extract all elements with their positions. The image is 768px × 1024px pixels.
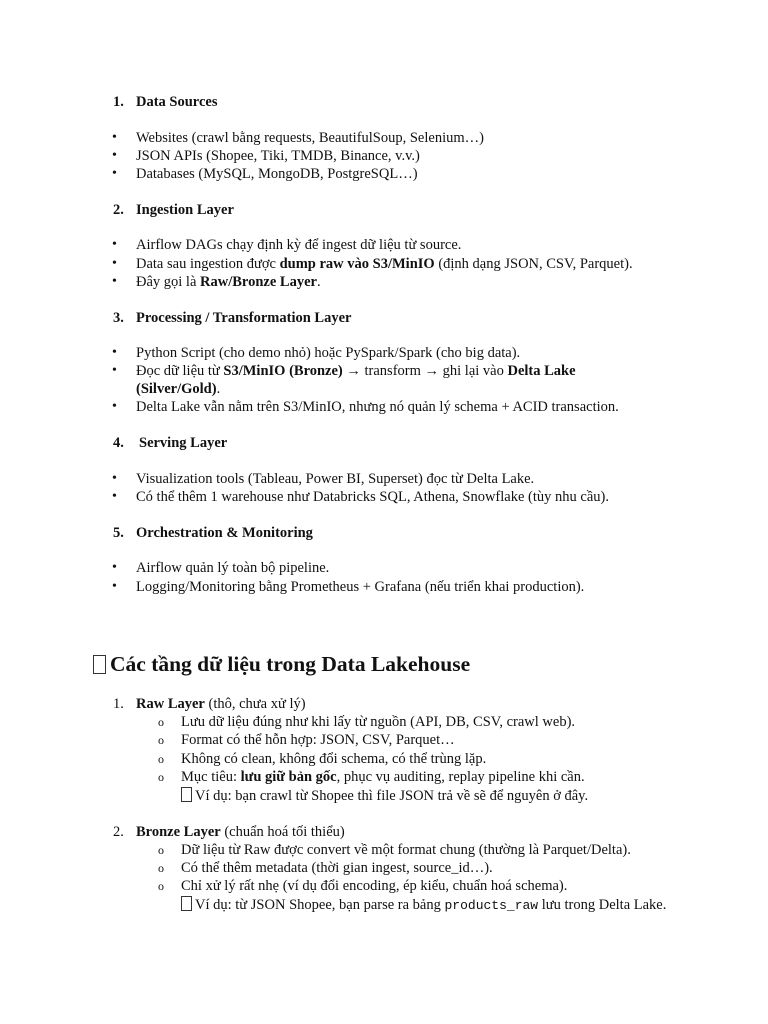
section-number: 4. bbox=[113, 435, 124, 451]
bullet-icon: • bbox=[112, 130, 117, 145]
bullet-icon: • bbox=[112, 345, 117, 360]
list-item: Python Script (cho demo nhỏ) hoặc PySpark/Spark (cho big data). bbox=[136, 345, 521, 361]
circle-bullet-icon: o bbox=[158, 715, 164, 729]
list-item: JSON APIs (Shopee, Tiki, TMDB, Binance, v.v.) bbox=[136, 148, 420, 164]
list-item: Databases (MySQL, MongoDB, PostgreSQL…) bbox=[136, 166, 418, 182]
circle-bullet-icon: o bbox=[158, 843, 164, 857]
code-span: products_raw bbox=[444, 898, 539, 913]
bullet-icon: • bbox=[112, 363, 117, 378]
list-item: Websites (crawl bằng requests, BeautifulSoup, Selenium…) bbox=[136, 130, 484, 146]
section-number: 3. bbox=[113, 310, 124, 326]
list-item: Airflow quản lý toàn bộ pipeline. bbox=[136, 560, 330, 576]
list-item: Airflow DAGs chạy định kỳ để ingest dữ liệu từ source. bbox=[136, 237, 462, 253]
list-item: Có thể thêm 1 warehouse như Databricks SQL, Athena, Snowflake (tùy nhu cầu). bbox=[136, 489, 609, 505]
bullet-icon: • bbox=[112, 237, 117, 252]
sublist-item: Chỉ xử lý rất nhẹ (ví dụ đổi encoding, ép kiểu, chuẩn hoá schema). bbox=[181, 878, 568, 894]
missing-glyph-icon bbox=[181, 787, 192, 802]
missing-glyph-icon bbox=[93, 655, 106, 674]
sublist-item: Dữ liệu từ Raw được convert về một format chung (thường là Parquet/Delta). bbox=[181, 842, 631, 858]
sublist-item: Không có clean, không đổi schema, có thể trùng lặp. bbox=[181, 751, 487, 767]
section-number: 2. bbox=[113, 202, 124, 218]
list-item: Đây gọi là Raw/Bronze Layer. bbox=[136, 274, 321, 290]
list-item: Data sau ingestion được dump raw vào S3/MinIO (định dạng JSON, CSV, Parquet). bbox=[136, 256, 633, 272]
bullet-icon: • bbox=[112, 579, 117, 594]
bullet-icon: • bbox=[112, 274, 117, 289]
layer-number: 2. bbox=[113, 824, 124, 840]
bullet-icon: • bbox=[112, 166, 117, 181]
sublist-item: Lưu dữ liệu đúng như khi lấy từ nguồn (API, DB, CSV, crawl web). bbox=[181, 714, 576, 730]
section-number: 5. bbox=[113, 525, 124, 541]
section-title: Serving Layer bbox=[139, 435, 228, 451]
bullet-icon: • bbox=[112, 560, 117, 575]
missing-glyph-icon bbox=[181, 896, 192, 911]
sublist-item: Có thể thêm metadata (thời gian ingest, source_id…). bbox=[181, 860, 493, 876]
section-heading: Các tầng dữ liệu trong Data Lakehouse bbox=[93, 650, 470, 678]
circle-bullet-icon: o bbox=[158, 752, 164, 766]
section-title: Ingestion Layer bbox=[136, 202, 234, 218]
circle-bullet-icon: o bbox=[158, 879, 164, 893]
bullet-icon: • bbox=[112, 471, 117, 486]
layer-number: 1. bbox=[113, 696, 124, 712]
list-item: Visualization tools (Tableau, Power BI, Superset) đọc từ Delta Lake. bbox=[136, 471, 535, 487]
list-item: Logging/Monitoring bằng Prometheus + Grafana (nếu triển khai production). bbox=[136, 579, 585, 595]
section-number: 1. bbox=[113, 94, 124, 110]
example-line: Ví dụ: từ JSON Shopee, bạn parse ra bảng products_raw lưu trong Delta Lake. bbox=[181, 896, 666, 915]
bullet-icon: • bbox=[112, 489, 117, 504]
list-item: Delta Lake vẫn nằm trên S3/MinIO, nhưng nó quản lý schema + ACID transaction. bbox=[136, 399, 619, 415]
sublist-item: Mục tiêu: lưu giữ bản gốc, phục vụ auditing, replay pipeline khi cần. bbox=[181, 769, 585, 785]
bullet-icon: • bbox=[112, 399, 117, 414]
sublist-item: Format có thể hỗn hợp: JSON, CSV, Parquet… bbox=[181, 732, 455, 748]
section-title: Data Sources bbox=[136, 94, 218, 110]
layer-title: Bronze Layer (chuẩn hoá tối thiểu) bbox=[136, 824, 345, 840]
example-line: Ví dụ: bạn crawl từ Shopee thì file JSON trả về sẽ để nguyên ở đây. bbox=[181, 787, 588, 805]
list-item: Đọc dữ liệu từ S3/MinIO (Bronze) → transform → ghi lại vào Delta Lake bbox=[136, 363, 576, 379]
layer-title: Raw Layer (thô, chưa xử lý) bbox=[136, 696, 306, 712]
circle-bullet-icon: o bbox=[158, 861, 164, 875]
bullet-icon: • bbox=[112, 148, 117, 163]
list-item-continuation: (Silver/Gold). bbox=[136, 381, 221, 397]
section-title: Processing / Transformation Layer bbox=[136, 310, 352, 326]
bullet-icon: • bbox=[112, 256, 117, 271]
circle-bullet-icon: o bbox=[158, 733, 164, 747]
section-title: Orchestration & Monitoring bbox=[136, 525, 313, 541]
circle-bullet-icon: o bbox=[158, 770, 164, 784]
